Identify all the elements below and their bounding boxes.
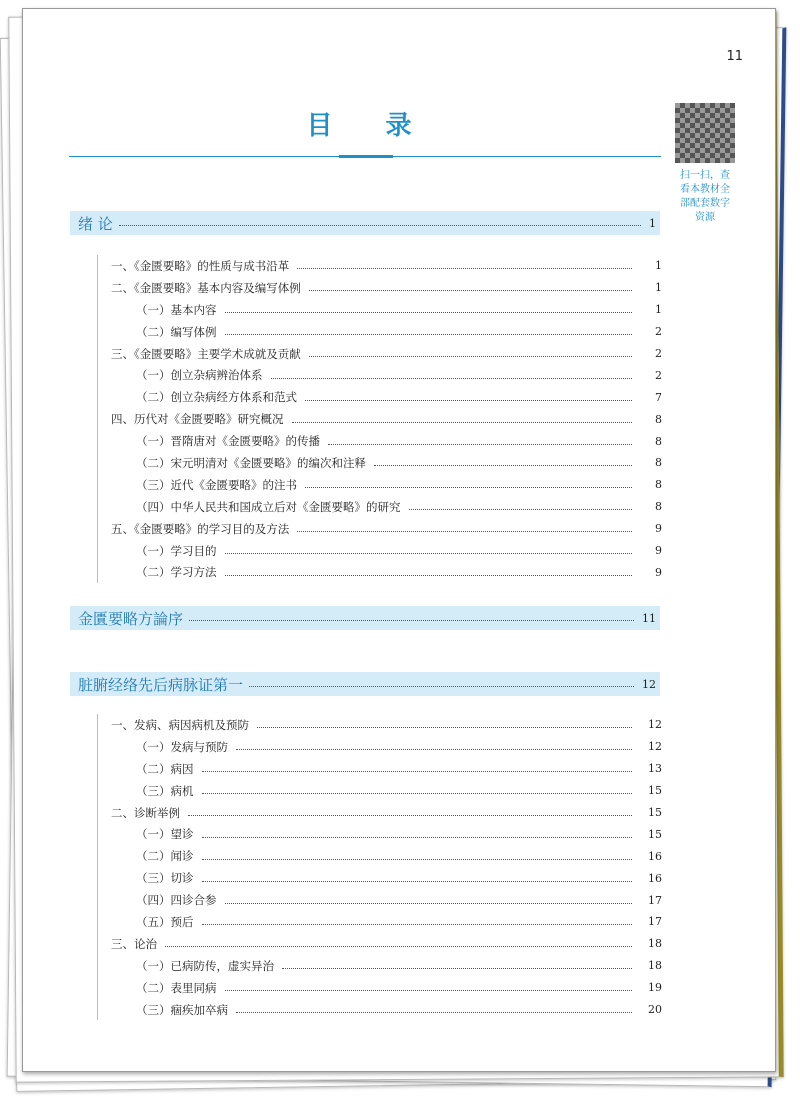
toc-entry[interactable]: [98, 386, 662, 408]
dot-leader: [225, 575, 633, 576]
entry-page: 8: [655, 412, 662, 426]
dot-leader: [374, 465, 632, 466]
dot-leader: [165, 946, 632, 947]
qr-code-icon[interactable]: [675, 103, 735, 163]
toc-entry[interactable]: [98, 999, 662, 1021]
entry-page: 15: [648, 827, 662, 841]
dot-leader: [236, 749, 632, 750]
entry-title: （二）表里同病: [136, 980, 217, 995]
dot-leader: [202, 881, 633, 882]
title-accent-bar: [339, 155, 393, 158]
dot-leader: [189, 620, 634, 621]
qr-caption-line: 扫一扫，查: [680, 170, 730, 181]
entry-title: （三）近代《金匮要略》的注书: [136, 477, 297, 492]
qr-caption-line: 部配套数字: [680, 198, 730, 209]
entry-page: 18: [648, 959, 662, 973]
toc-entry[interactable]: [98, 452, 662, 474]
toc-entry[interactable]: [98, 977, 662, 999]
entry-title: （二）编写体例: [136, 324, 217, 339]
toc-section-header[interactable]: [70, 606, 660, 630]
entry-page: 2: [655, 347, 662, 360]
dot-leader: [202, 924, 633, 925]
dot-leader: [202, 771, 633, 772]
entry-title: （一）晋隋唐对《金匮要略》的传播: [136, 434, 320, 449]
dot-leader: [249, 686, 634, 687]
toc-entry[interactable]: [98, 255, 662, 277]
toc-entry[interactable]: [98, 889, 662, 911]
dot-leader: [119, 225, 641, 226]
dot-leader: [225, 334, 633, 335]
dot-leader: [236, 1012, 632, 1013]
toc-entry[interactable]: [98, 780, 662, 802]
entry-page: 2: [655, 368, 662, 382]
toc-entry-list: [97, 255, 662, 583]
entry-page: 18: [648, 937, 662, 951]
toc-entry[interactable]: [98, 408, 662, 430]
dot-leader: [305, 487, 632, 488]
entry-page: 1: [655, 303, 662, 317]
toc-entry[interactable]: [98, 474, 662, 496]
toc-entry[interactable]: [98, 540, 662, 562]
dot-leader: [292, 422, 633, 423]
entry-title: 五、《金匮要略》的学习目的及方法: [111, 521, 290, 536]
entry-title: （二）创立杂病经方体系和范式: [136, 390, 297, 405]
dot-leader: [225, 903, 633, 904]
entry-page: 15: [648, 784, 662, 798]
page-title: 目 录: [306, 111, 434, 141]
qr-caption-line: 看本教材全: [680, 184, 730, 195]
dot-leader: [309, 356, 632, 357]
toc-entry[interactable]: [98, 758, 662, 780]
entry-page: 2: [655, 325, 662, 339]
entry-page: 17: [648, 893, 662, 907]
dot-leader: [225, 990, 633, 991]
entry-title: （三）病机: [136, 783, 194, 798]
entry-page: 1: [655, 281, 662, 295]
toc-entry[interactable]: [98, 321, 662, 343]
entry-page: 8: [655, 434, 662, 448]
toc-entry[interactable]: [98, 518, 662, 540]
entry-title: （一）创立杂病辨治体系: [136, 368, 263, 383]
toc-entry[interactable]: [98, 802, 662, 824]
section-title: 绪 论: [78, 214, 113, 233]
entry-page: 9: [655, 565, 662, 579]
toc-entry[interactable]: [98, 496, 662, 518]
entry-page: 17: [648, 915, 662, 929]
dot-leader: [305, 400, 632, 401]
entry-page: 13: [648, 762, 662, 776]
entry-title: （二）病因: [136, 761, 194, 776]
entry-page: 16: [648, 871, 662, 885]
section-page: 1: [649, 216, 656, 230]
entry-title: 三、论治: [111, 936, 157, 951]
entry-title: 二、诊断举例: [111, 805, 180, 820]
dot-leader: [202, 793, 633, 794]
toc-entry[interactable]: [98, 343, 662, 365]
toc-entry[interactable]: [98, 933, 662, 955]
entry-title: （一）望诊: [136, 827, 194, 842]
dot-leader: [202, 837, 633, 838]
entry-title: （三）切诊: [136, 871, 194, 886]
entry-title: （一）学习目的: [136, 543, 217, 558]
entry-page: 9: [655, 544, 662, 558]
section-title: 金匱要略方論序: [78, 609, 184, 628]
qr-caption: [669, 169, 741, 225]
toc-page: [22, 8, 776, 1072]
dot-leader: [225, 553, 633, 554]
toc-entry[interactable]: [98, 430, 662, 452]
toc-entry[interactable]: [98, 736, 662, 758]
entry-title: （三）痼疾加卒病: [136, 1002, 228, 1017]
entry-page: 8: [655, 478, 662, 492]
entry-title: （二）闻诊: [136, 849, 194, 864]
page-number: 11: [726, 49, 743, 64]
entry-page: 7: [655, 390, 662, 404]
dot-leader: [188, 815, 632, 816]
entry-title: （二）宋元明清对《金匮要略》的编次和注释: [136, 455, 366, 470]
toc-entry-list: [97, 714, 662, 1020]
dot-leader: [225, 312, 633, 313]
dot-leader: [202, 859, 633, 860]
entry-page: 16: [648, 849, 662, 863]
toc-entry[interactable]: [98, 364, 662, 386]
toc-entry[interactable]: [98, 561, 662, 583]
section-page: 12: [642, 677, 656, 691]
entry-page: 9: [655, 522, 662, 536]
entry-page: 1: [655, 259, 662, 273]
section-title: 脏腑经络先后病脉证第一: [78, 675, 244, 694]
dot-leader: [328, 444, 632, 445]
toc-section-header[interactable]: [70, 211, 660, 235]
entry-title: 一、《金匮要略》的性质与成书沿革: [111, 258, 290, 273]
entry-page: 20: [648, 1003, 662, 1017]
entry-page: 12: [648, 740, 662, 754]
dot-leader: [282, 968, 632, 969]
dot-leader: [271, 378, 633, 379]
entry-title: （五）预后: [136, 914, 194, 929]
entry-page: 8: [655, 456, 662, 470]
toc-entry[interactable]: [98, 867, 662, 889]
qr-caption-line: 资源: [695, 212, 715, 223]
entry-title: 四、历代对《金匮要略》研究概况: [111, 412, 284, 427]
toc-entry[interactable]: [98, 845, 662, 867]
dot-leader: [257, 727, 632, 728]
dot-leader: [297, 268, 632, 269]
entry-title: 一、发病、病因病机及预防: [111, 717, 249, 732]
entry-title: （四）中华人民共和国成立后对《金匮要略》的研究: [136, 499, 401, 514]
entry-title: （四）四诊合参: [136, 893, 217, 908]
entry-title: 三、《金匮要略》主要学术成就及贡献: [111, 346, 301, 361]
entry-title: （一）发病与预防: [136, 739, 228, 754]
entry-title: 二、《金匮要略》基本内容及编写体例: [111, 280, 301, 295]
entry-page: 15: [648, 806, 662, 819]
entry-page: 8: [655, 500, 662, 514]
toc-entry[interactable]: [98, 955, 662, 977]
toc-entry[interactable]: [98, 823, 662, 845]
section-page: 11: [642, 611, 656, 625]
entry-page: 12: [648, 718, 662, 732]
dot-leader: [297, 531, 632, 532]
toc-section-header[interactable]: [70, 672, 660, 696]
entry-title: （一）已病防传，虚实异治: [136, 958, 274, 973]
dot-leader: [309, 290, 632, 291]
toc-entry[interactable]: [98, 911, 662, 933]
toc-entry[interactable]: [98, 299, 662, 321]
toc-entry[interactable]: [98, 277, 662, 299]
toc-entry[interactable]: [98, 714, 662, 736]
entry-title: （二）学习方法: [136, 565, 217, 580]
dot-leader: [409, 509, 633, 510]
entry-page: 19: [648, 981, 662, 995]
entry-title: （一）基本内容: [136, 302, 217, 317]
